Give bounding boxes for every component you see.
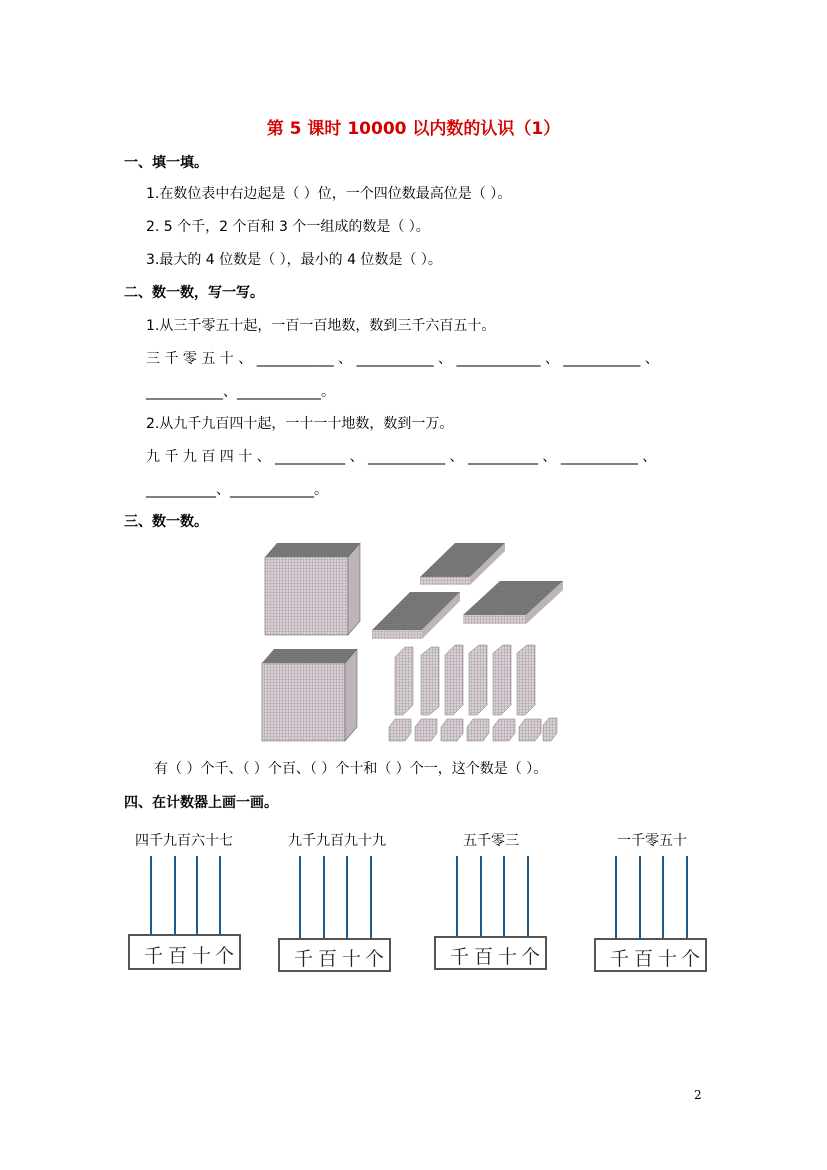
- thousand-cube-2: [262, 649, 357, 741]
- abacus-1-label: 四千九百六十七: [135, 833, 233, 849]
- abacus-2-place-thousands: 千: [294, 948, 314, 970]
- abacus-1-frame: [128, 934, 241, 970]
- abacus-2-label: 九千九百九十九: [288, 833, 386, 849]
- question-1-1: 1.在数位表中右边起是（ ）位，一个四位数最高位是（ ）。: [146, 186, 512, 202]
- answer-line-2-1a: 三 千 零 五 十 、 ___________ 、 ___________ 、 ____________ 、 ___________ 、: [146, 351, 659, 367]
- abacus-3-rod-ones[interactable]: [527, 856, 529, 937]
- question-3-1: 有（ ）个千、（ ）个百、（ ）个十和（ ）个一，这个数是（ ）。: [154, 761, 548, 777]
- hundred-flat-3: [463, 581, 563, 624]
- abacus-1-place-hundreds: 百: [168, 945, 188, 967]
- abacus-2-frame: [278, 938, 391, 972]
- abacus-1-place-ones: 个: [215, 945, 235, 967]
- abacus-1-rod-hundreds[interactable]: [174, 856, 176, 935]
- ten-rods: [395, 645, 535, 715]
- abacus-2-rod-hundreds[interactable]: [323, 856, 325, 939]
- section-1-heading: 一、填一填。: [124, 155, 208, 171]
- abacus-3-place-hundreds: 百: [474, 946, 494, 968]
- answer-line-2-2a: 九 千 九 百 四 十 、 __________ 、 ___________ 、 __________ 、 ___________ 、: [146, 449, 657, 465]
- abacus-4-place-ones: 个: [681, 948, 701, 970]
- hundred-flat-2: [372, 592, 460, 639]
- abacus-1-place-tens: 十: [192, 945, 212, 967]
- abacus-2-rod-ones[interactable]: [370, 856, 372, 939]
- question-1-3: 3.最大的 4 位数是（ ），最小的 4 位数是（ ）。: [146, 252, 442, 268]
- question-1-2: 2. 5 个千，2 个百和 3 个一组成的数是（ ）。: [146, 219, 430, 235]
- abacus-3-rod-thousands[interactable]: [456, 856, 458, 937]
- abacus-2-place-hundreds: 百: [318, 948, 338, 970]
- abacus-3-place-tens: 十: [498, 946, 518, 968]
- page-number: 2: [694, 1088, 702, 1102]
- section-4-heading: 四、在计数器上画一画。: [124, 795, 278, 811]
- thousand-cube-1: [265, 543, 360, 635]
- abacus-3-place-thousands: 千: [450, 946, 470, 968]
- abacus-1-rod-thousands[interactable]: [150, 856, 152, 935]
- abacus-4-place-thousands: 千: [610, 948, 630, 970]
- abacus-4-rod-hundreds[interactable]: [639, 856, 641, 939]
- question-2-1: 1.从三千零五十起，一百一百地数，数到三千六百五十。: [146, 318, 496, 334]
- page-title: 第 5 课时 10000 以内数的认识（1）: [266, 119, 561, 139]
- section-2-heading: 二、数一数，写一写。: [124, 285, 264, 301]
- abacus-3-rod-hundreds[interactable]: [480, 856, 482, 937]
- section-3-heading: 三、数一数。: [124, 514, 208, 530]
- abacus-2-rod-tens[interactable]: [346, 856, 348, 939]
- answer-line-2-1b: ___________、____________。: [146, 384, 335, 400]
- abacus-3-frame: [434, 936, 547, 970]
- abacus-1-rod-tens[interactable]: [196, 856, 198, 935]
- abacus-2-place-ones: 个: [365, 948, 385, 970]
- abacus-1-place-thousands: 千: [144, 945, 164, 967]
- abacus-4-place-hundreds: 百: [634, 948, 654, 970]
- base-ten-blocks-figure: [255, 535, 575, 747]
- abacus-2-rod-thousands[interactable]: [299, 856, 301, 939]
- abacus-4-rod-tens[interactable]: [662, 856, 664, 939]
- question-2-2: 2.从九千九百四十起，一十一十地数，数到一万。: [146, 416, 454, 432]
- abacus-4-rod-thousands[interactable]: [615, 856, 617, 939]
- abacus-3-label: 五千零三: [463, 833, 519, 849]
- abacus-4-place-tens: 十: [658, 948, 678, 970]
- abacus-2-place-tens: 十: [342, 948, 362, 970]
- abacus-4-frame: [594, 938, 707, 972]
- hundred-flat-1: [420, 543, 505, 585]
- abacus-3-rod-tens[interactable]: [503, 856, 505, 937]
- unit-cubes: [389, 718, 557, 741]
- answer-line-2-2b: __________、____________。: [146, 482, 328, 498]
- abacus-4-label: 一千零五十: [617, 833, 687, 849]
- abacus-3-place-ones: 个: [521, 946, 541, 968]
- abacus-4-rod-ones[interactable]: [686, 856, 688, 939]
- abacus-1-rod-ones[interactable]: [219, 856, 221, 935]
